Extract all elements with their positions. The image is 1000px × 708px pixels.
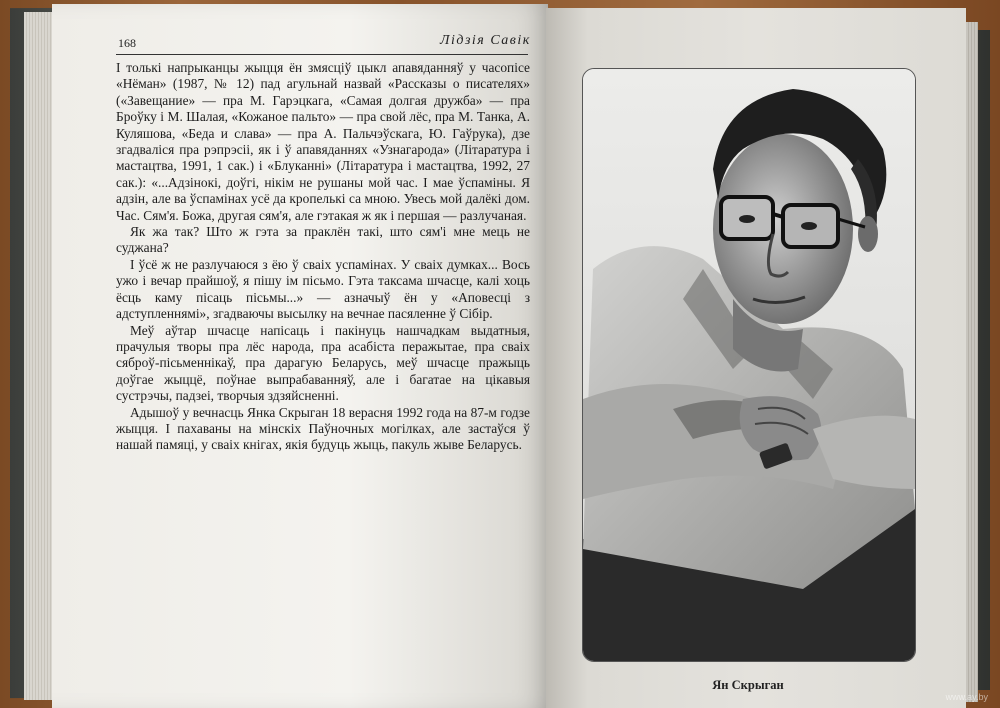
body-text bbox=[116, 60, 530, 454]
portrait-illustration bbox=[583, 69, 915, 661]
page-stack-left bbox=[24, 12, 54, 700]
watermark: www.ay.by bbox=[945, 692, 988, 702]
photo-caption: Ян Скрыган bbox=[712, 678, 784, 692]
paragraph: Меў аўтар шчасце напісаць і пакінуць нашчадкам выдатныя, прачулыя творы пра лёс народа, пра асабіста перажытае, пра сваіх сяброў-пісьменнікаў, пра дарагую Беларусь, меў шчасце пражыць доўгае жыццё, поўнае выпрабаванняў, але і багатае на цікавыя сустрэчы, падзеі, творчыя здзяйсненні. bbox=[116, 322, 530, 404]
paragraph: Як жа так? Што ж гэта за праклён такі, што сям'і мне мець не суджана? bbox=[116, 224, 530, 256]
header-rule bbox=[116, 54, 528, 55]
portrait-photo bbox=[582, 68, 916, 662]
paragraph: Адышоў у вечнасць Янка Скрыган 18 верасня 1992 года на 87-м годзе жыцця. І пахаваны на мінскіх Паўночных могілках, але застаўся ў нашай памяці, у сваіх кнігах, якія будуць жыць, пакуль жыве Беларусь. bbox=[116, 404, 530, 453]
paragraph: І ўсё ж не разлучаюся з ёю ў сваіх успамінах. У сваіх думках... Вось ужо і вечар прайшоў, я пішу ім пісьмо. Гэта таксама шчасце, калі хоць ёсць каму пісаць пісьмы...» — азначыў ён у «Аповесці з адступленнямі», згадваючы высылку на вечнае пасяленне ў Сібір. bbox=[116, 256, 530, 322]
paragraph: І толькі напрыканцы жыцця ён змясціў цыкл апавяданняў у часопісе «Нёман» (1987, № 12) пад агульнай назвай «Рассказы о писателях» («Завещание» — пра М. Гарэцкага, «Самая долгая дружба» — пра Броўку і М. Шалая, «Кожаное пальто» — пра свой лёс, пра М. Танка, А. Куляшова, «Беда и слава» — пра А. Пальчэўскага, Ю. Гаўрука), дзе згадваліся пра рэпрэсіі, як і ў апавяданнях «Узнагарода» (Літаратура і мастацтва, 1991, 1 сак.) і «Блуканні» (Літаратура і мастацтва, 1992, 27 сак.): «...Адзінокі, доўгі, нікім не рушаны мой час. І мае ўспаміны. Я адзін, але ва ўспамінах усё да кропелькі са мною. Увесь мой далёкі дом. Час. Сям'я. Божа, другая сям'я, але гэтакая ж як і першая — разлучаная. bbox=[116, 60, 530, 223]
running-head: Лідзія Савік bbox=[440, 33, 531, 48]
page-number: 168 bbox=[118, 36, 136, 50]
